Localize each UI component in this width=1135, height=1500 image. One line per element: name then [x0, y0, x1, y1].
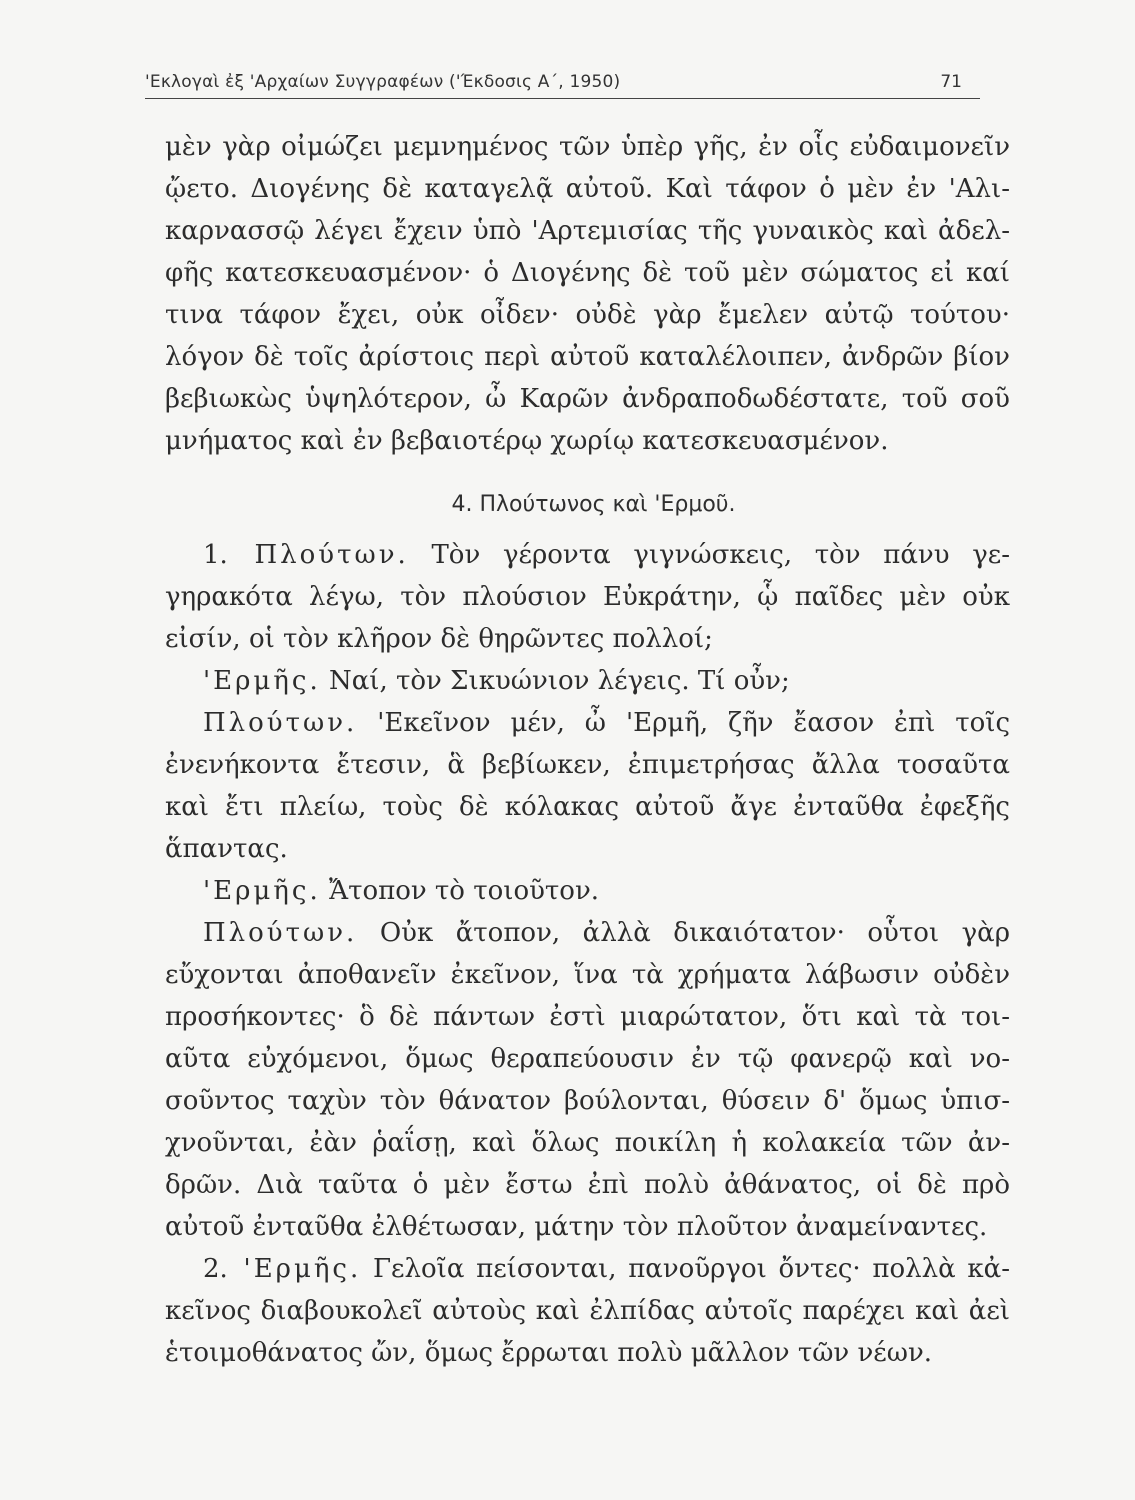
text-line: ἅπαντας. [165, 834, 288, 864]
text-line [165, 870, 1010, 912]
text-line: καὶ ἔτι πλείω, τοὺς δὲ κόλακας αὐτοῦ ἄγε ἐνταῦθα ἐφεξῆς [165, 792, 1010, 822]
line-text: Ναί, τὸν Σικυώνιον λέγεις. Τί οὖν; [328, 666, 790, 696]
text-line: λόγον δὲ τοῖς ἀρίστοις περὶ αὐτοῦ καταλέλοιπεν, ἀνδρῶν βίον [165, 342, 1010, 372]
line-text: 'Εκεῖνον μέν, ὦ 'Ερμῆ, ζῆν ἔασον ἐπὶ τοῖς [377, 708, 1011, 738]
dialogue-paragraph [165, 1248, 1010, 1374]
text-line: εὔχονται ἀποθανεῖν ἐκεῖνον, ἵνα τὰ χρήματα λάβωσιν οὐδὲν [165, 960, 1010, 990]
text-line: βεβιωκὼς ὑψηλότερον, ὦ Καρῶν ἀνδραποδωδέστατε, τοῦ σοῦ [165, 384, 1010, 414]
speaker-name: 'Ερμῆς. [203, 666, 321, 696]
text-line [165, 534, 1010, 576]
text-line: δρῶν. Διὰ ταῦτα ὁ μὲν ἔστω ἐπὶ πολὺ ἀθάνατος, οἱ δὲ πρὸ [165, 1170, 1010, 1200]
line-text: Τὸν γέροντα γιγνώσκεις, τὸν πάνυ γε- [431, 540, 1011, 570]
text-line: ᾤετο. Διογένης δὲ καταγελᾷ αὐτοῦ. Καὶ τάφον ὁ μὲν ἐν 'Αλι- [165, 174, 1010, 204]
page-body [165, 126, 1010, 1374]
text-line: προσήκοντες· ὃ δὲ πάντων ἐστὶ μιαρώτατον, ὅτι καὶ τὰ τοι- [165, 1002, 1010, 1032]
paragraph-number: 1. [203, 540, 228, 570]
paragraph-intro [165, 126, 1010, 462]
section-heading: 4. Πλούτωνος καὶ 'Ερμοῦ. [451, 492, 736, 517]
page-number: 71 [940, 72, 962, 92]
text-line: χνοῦνται, ἐὰν ῥαΐσῃ, καὶ ὅλως ποικίλη ἡ κολακεία τῶν ἀν- [165, 1128, 1010, 1158]
text-line: αῦτα εὐχόμενοι, ὅμως θεραπεύουσιν ἐν τῷ φανερῷ καὶ νο- [165, 1044, 1010, 1074]
running-head [145, 68, 980, 99]
dialogue-paragraph [165, 702, 1010, 870]
line-text: Ἄτοπον τὸ τοιοῦτον. [328, 876, 600, 906]
text-line: φῆς κατεσκευασμένον· ὁ Διογένης δὲ τοῦ μὲν σώματος εἰ καί [165, 258, 1010, 288]
dialogue-paragraph [165, 660, 1010, 702]
speaker-name: Πλούτων. [254, 540, 409, 570]
line-text: Γελοῖα πείσονται, πανοῦργοι ὄντες· πολλὰ κἀ- [373, 1254, 1010, 1284]
text-line: μνήματος καὶ ἐν βεβαιοτέρῳ χωρίῳ κατεσκευασμένον. [165, 426, 889, 456]
text-line: εἰσίν, οἱ τὸν κλῆρον δὲ θηρῶντες πολλοί; [165, 624, 713, 654]
speaker-name: Πλούτων. [203, 708, 358, 738]
paragraph-number: 2. [203, 1254, 228, 1284]
dialogue-paragraph [165, 534, 1010, 660]
text-line [165, 912, 1010, 954]
text-line: ἑτοιμοθάνατος ὤν, ὅμως ἔρρωται πολὺ μᾶλλον τῶν νέων. [165, 1338, 933, 1368]
text-line: μὲν γὰρ οἰμώζει μεμνημένος τῶν ὑπὲρ γῆς, ἐν οἷς εὐδαιμονεῖν [165, 132, 1010, 162]
speaker-name: 'Ερμῆς. [203, 876, 321, 906]
text-line: σοῦντος ταχὺν τὸν θάνατον βούλονται, θύσειν δ' ὅμως ὑπισ- [165, 1086, 1010, 1116]
text-line [165, 1248, 1010, 1290]
text-line [165, 702, 1010, 744]
line-text: Οὐκ ἄτοπον, ἀλλὰ δικαιότατον· οὗτοι γὰρ [379, 918, 1011, 948]
dialogue-paragraph [165, 912, 1010, 1248]
speaker-name: Πλούτων. [203, 918, 358, 948]
text-line: ἐνενήκοντα ἔτεσιν, ἃ βεβίωκεν, ἐπιμετρήσας ἄλλα τοσαῦτα [165, 750, 1010, 780]
running-title: 'Εκλογαὶ ἐξ 'Αρχαίων Συγγραφέων ('Έκδοσις Α΄, 1950) [145, 72, 621, 92]
speaker-name: 'Ερμῆς. [243, 1254, 362, 1284]
dialogue-paragraph [165, 870, 1010, 912]
text-line: τινα τάφον ἔχει, οὐκ οἶδεν· οὐδὲ γὰρ ἔμελεν αὐτῷ τούτου· [165, 300, 1010, 330]
text-line: καρνασσῷ λέγει ἔχειν ὑπὸ 'Αρτεμισίας τῆς γυναικὸς καὶ ἀδελ- [165, 216, 1010, 246]
text-line [165, 660, 1010, 702]
text-line: γηρακότα λέγω, τὸν πλούσιον Εὐκράτην, ᾧ παῖδες μὲν οὐκ [165, 582, 1010, 612]
text-line: αὐτοῦ ἐνταῦθα ἐλθέτωσαν, μάτην τὸν πλοῦτον ἀναμείναντες. [165, 1212, 988, 1242]
text-line: κεῖνος διαβουκολεῖ αὐτοὺς καὶ ἐλπίδας αὐτοῖς παρέχει καὶ ἀεὶ [165, 1296, 1010, 1326]
